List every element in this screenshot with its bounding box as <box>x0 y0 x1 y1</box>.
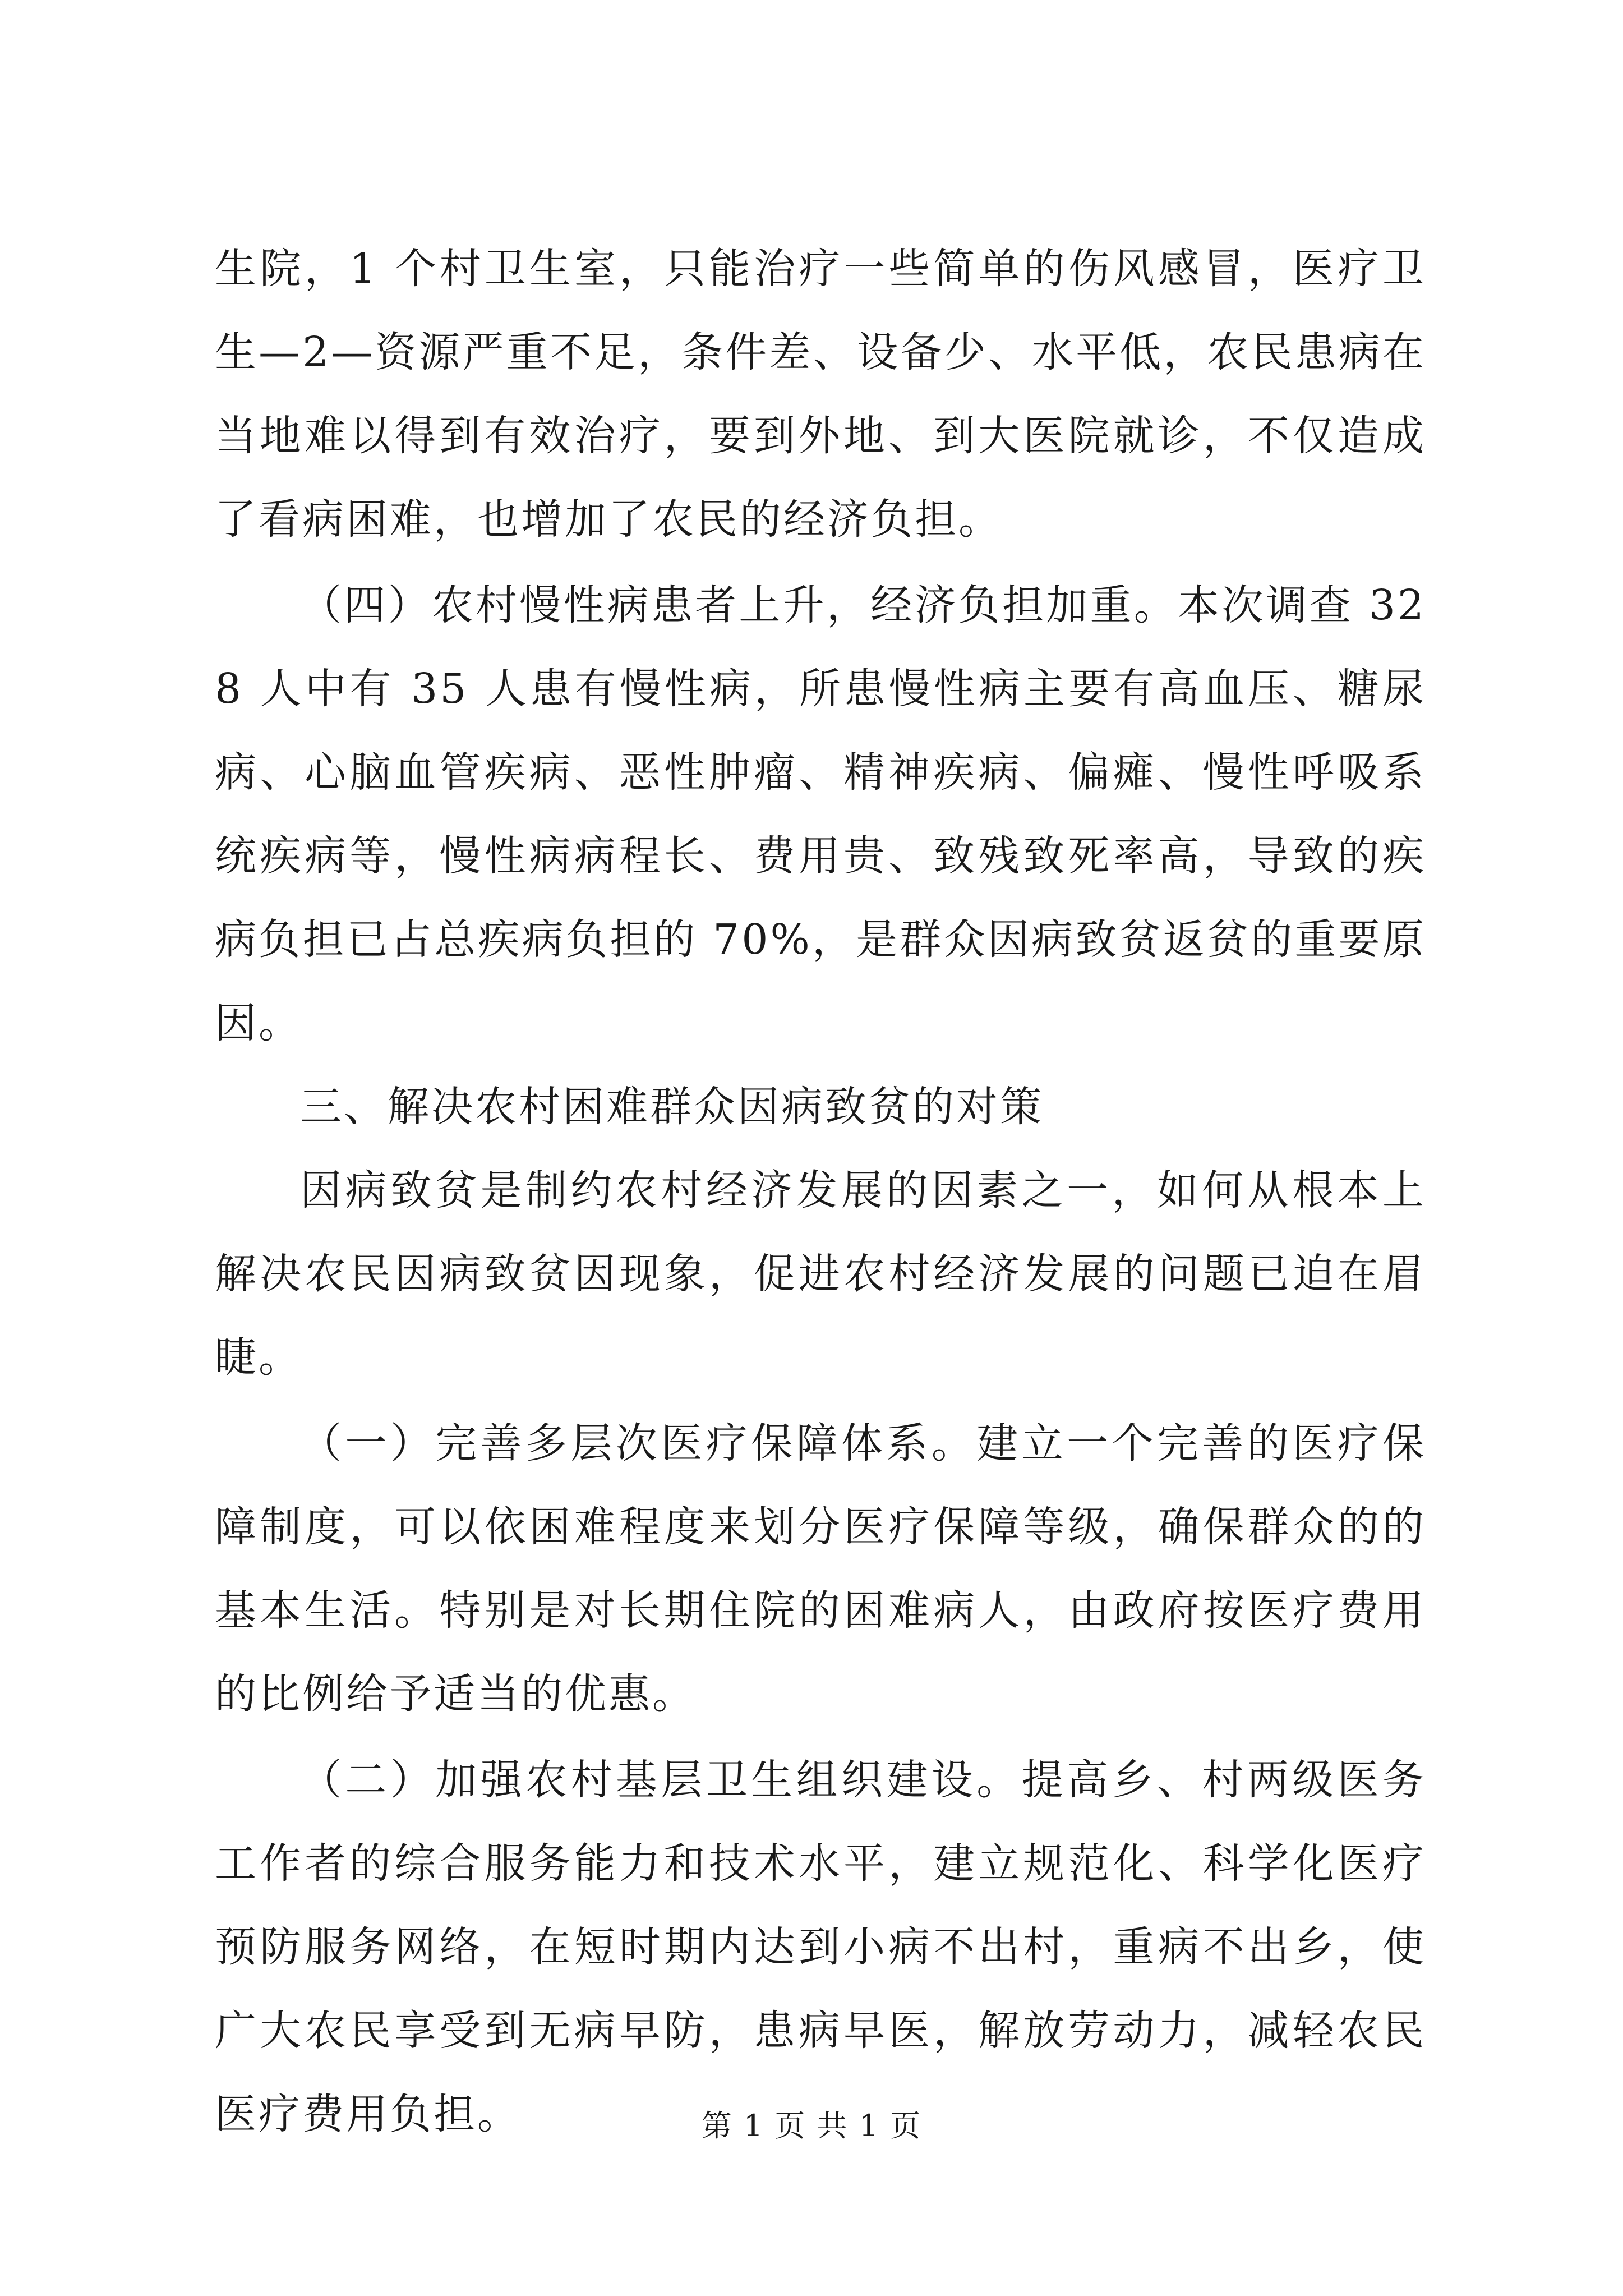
paragraph-grassroots-health-organization: （二）加强农村基层卫生组织建设。提高乡、村两级医务工作者的综合服务能力和技术水平，建立规范化、科学化医疗预防服务网络，在短时期内达到小病不出村，重病不出乡，使广大农民享受到无病早防，患病早医，解放劳动力，减轻农民医疗费用负担。 <box>215 1756 1426 2138</box>
document-body <box>215 227 1426 2156</box>
paragraph-medical-resources: 生院，1 个村卫生室，只能治疗一些简单的伤风感冒，医疗卫生—2—资源严重不足，条件差、设备少、水平低，农民患病在当地难以得到有效治疗，要到外地、到大医院就诊，不仅造成了看病困难，也增加了农民的经济负担。 <box>215 245 1426 544</box>
paragraph-medical-security-system: （一）完善多层次医疗保障体系。建立一个完善的医疗保障制度，可以依困难程度来划分医疗保障等级，确保群众的的基本生活。特别是对长期住院的困难病人，由政府按医疗费用的比例给予适当的优惠。 <box>215 1419 1426 1718</box>
page-footer: 第 1 页 共 1 页 <box>701 2108 922 2143</box>
section-heading-countermeasures: 三、解决农村困难群众因病致贫的对策 <box>300 1083 1044 1131</box>
paragraph-chronic-disease: （四）农村慢性病患者上升，经济负担加重。本次调查 328 人中有 35 人患有慢性病，所患慢性病主要有高血压、糖尿病、心脑血管疾病、恶性肿瘤、精神疾病、偏瘫、慢性呼吸系统疾病等，慢性病病程长、费用贵、致残致死率高，导致的疾病负担已占总疾病负担的 70%，是群众因病致贫返贫的重要原因。 <box>215 581 1426 1047</box>
paragraph-intro-countermeasures: 因病致贫是制约农村经济发展的因素之一，如何从根本上解决农民因病致贫因现象，促进农村经济发展的问题已迫在眉睫。 <box>215 1166 1426 1382</box>
